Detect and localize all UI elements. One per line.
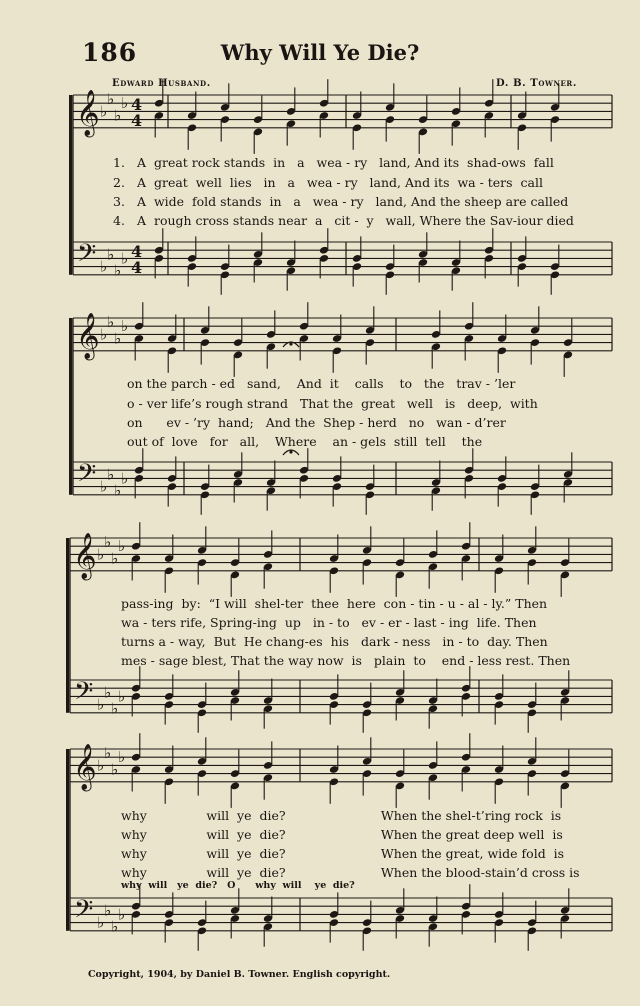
flat-icon: ♭ [107, 465, 115, 484]
composer-credit: D. B. Towner. [496, 78, 577, 89]
verse-number: 2. [113, 175, 125, 190]
flat-icon: ♭ [111, 699, 119, 718]
verse-number: 3. [113, 194, 125, 209]
lyric-line: why will ye die? When the great, wide fold is [121, 846, 565, 861]
flat-icon: ♭ [118, 748, 126, 767]
flat-icon: ♭ [97, 545, 105, 564]
lyric-line: out of love for all, Where an - gels still tell the [127, 434, 483, 449]
lyric-line: A great rock stands in a wea - ry land, And its shad-ows fall [137, 155, 554, 170]
flat-icon: ♭ [107, 313, 115, 332]
lyric-line: on ev - ’ry hand; And the Shep - herd no wan - d’rer [127, 415, 506, 430]
bass-clef-icon: 𝄢 [74, 677, 94, 712]
lyric-line: mes - sage blest, That the way now is plain to end - less rest. Then [121, 653, 571, 668]
hymn-number: 186 [82, 38, 138, 67]
flat-icon: ♭ [104, 683, 112, 702]
flat-icon: ♭ [114, 481, 122, 500]
flat-icon: ♭ [100, 325, 108, 344]
time-signature: 4 [131, 258, 143, 277]
system-bracket [69, 95, 72, 275]
flat-icon: ♭ [100, 477, 108, 496]
time-signature: 4 [131, 242, 143, 261]
lyric-line: o - ver life’s rough strand That the great well is deep, with [127, 396, 538, 411]
verse-number: 1. [113, 155, 125, 170]
lyric-line: A great well lies in a wea - ry land, And its wa - ters call [137, 175, 543, 190]
flat-icon: ♭ [97, 913, 105, 932]
treble-clef-icon: 𝄞 [73, 744, 97, 790]
flat-icon: ♭ [107, 90, 115, 109]
lyricist-credit: Edward Husband. [112, 78, 211, 89]
fermata-icon [289, 450, 292, 453]
time-signature: 4 [131, 111, 143, 130]
hymn-title: Why Will Ye Die? [220, 40, 420, 65]
flat-icon: ♭ [111, 549, 119, 568]
lyric-line: why will ye die? When the shel-t’ring rock is [121, 808, 562, 823]
flat-icon: ♭ [121, 317, 129, 336]
lyric-line: A rough cross stands near a cit - y wall, Where the Sav-iour died [137, 213, 574, 228]
flat-icon: ♭ [118, 537, 126, 556]
bass-clef-icon: 𝄢 [74, 895, 94, 930]
flat-icon: ♭ [111, 917, 119, 936]
flat-icon: ♭ [114, 261, 122, 280]
lyric-line: turns a - way, But He chang-es his dark - ness in - to day. Then [121, 634, 548, 649]
flat-icon: ♭ [121, 249, 129, 268]
bass-clef-icon: 𝄢 [77, 239, 97, 274]
copyright-notice: Copyright, 1904, by Daniel B. Towner. English copyright. [88, 969, 391, 980]
treble-clef-icon: 𝄞 [73, 533, 97, 579]
flat-icon: ♭ [100, 102, 108, 121]
fermata-icon [289, 342, 292, 345]
bass-echo-lyric: why will ye die? O why will ye die? [121, 880, 355, 891]
bass-clef-icon: 𝄢 [77, 459, 97, 494]
flat-icon: ♭ [121, 469, 129, 488]
flat-icon: ♭ [118, 905, 126, 924]
system-bracket [66, 538, 69, 713]
lyric-line: A wide fold stands in a wea - ry land, And the sheep are called [137, 194, 569, 209]
flat-icon: ♭ [104, 901, 112, 920]
flat-icon: ♭ [104, 744, 112, 763]
lyric-line: why will ye die? When the blood-stain’d cross is [121, 865, 580, 880]
treble-clef-icon: 𝄞 [76, 90, 100, 136]
flat-icon: ♭ [114, 329, 122, 348]
flat-icon: ♭ [111, 760, 119, 779]
time-signature: 4 [131, 95, 143, 114]
treble-clef-icon: 𝄞 [76, 313, 100, 359]
flat-icon: ♭ [121, 94, 129, 113]
lyric-line: pass-ing by: “I will shel-ter thee here con - tin - u - al - ly.” Then [121, 596, 548, 611]
system-bracket [69, 318, 72, 495]
verse-number: 4. [113, 213, 125, 228]
flat-icon: ♭ [97, 695, 105, 714]
flat-icon: ♭ [118, 687, 126, 706]
flat-icon: ♭ [97, 756, 105, 775]
system-bracket [66, 749, 69, 931]
lyric-line: wa - ters rife, Spring-ing up in - to ev - er - last - ing life. Then [121, 615, 537, 630]
lyric-line: why will ye die? When the great deep well is [121, 827, 563, 842]
lyric-line: on the parch - ed sand, And it calls to the trav - ’ler [127, 376, 516, 391]
flat-icon: ♭ [100, 257, 108, 276]
flat-icon: ♭ [104, 533, 112, 552]
flat-icon: ♭ [114, 106, 122, 125]
flat-icon: ♭ [107, 245, 115, 264]
